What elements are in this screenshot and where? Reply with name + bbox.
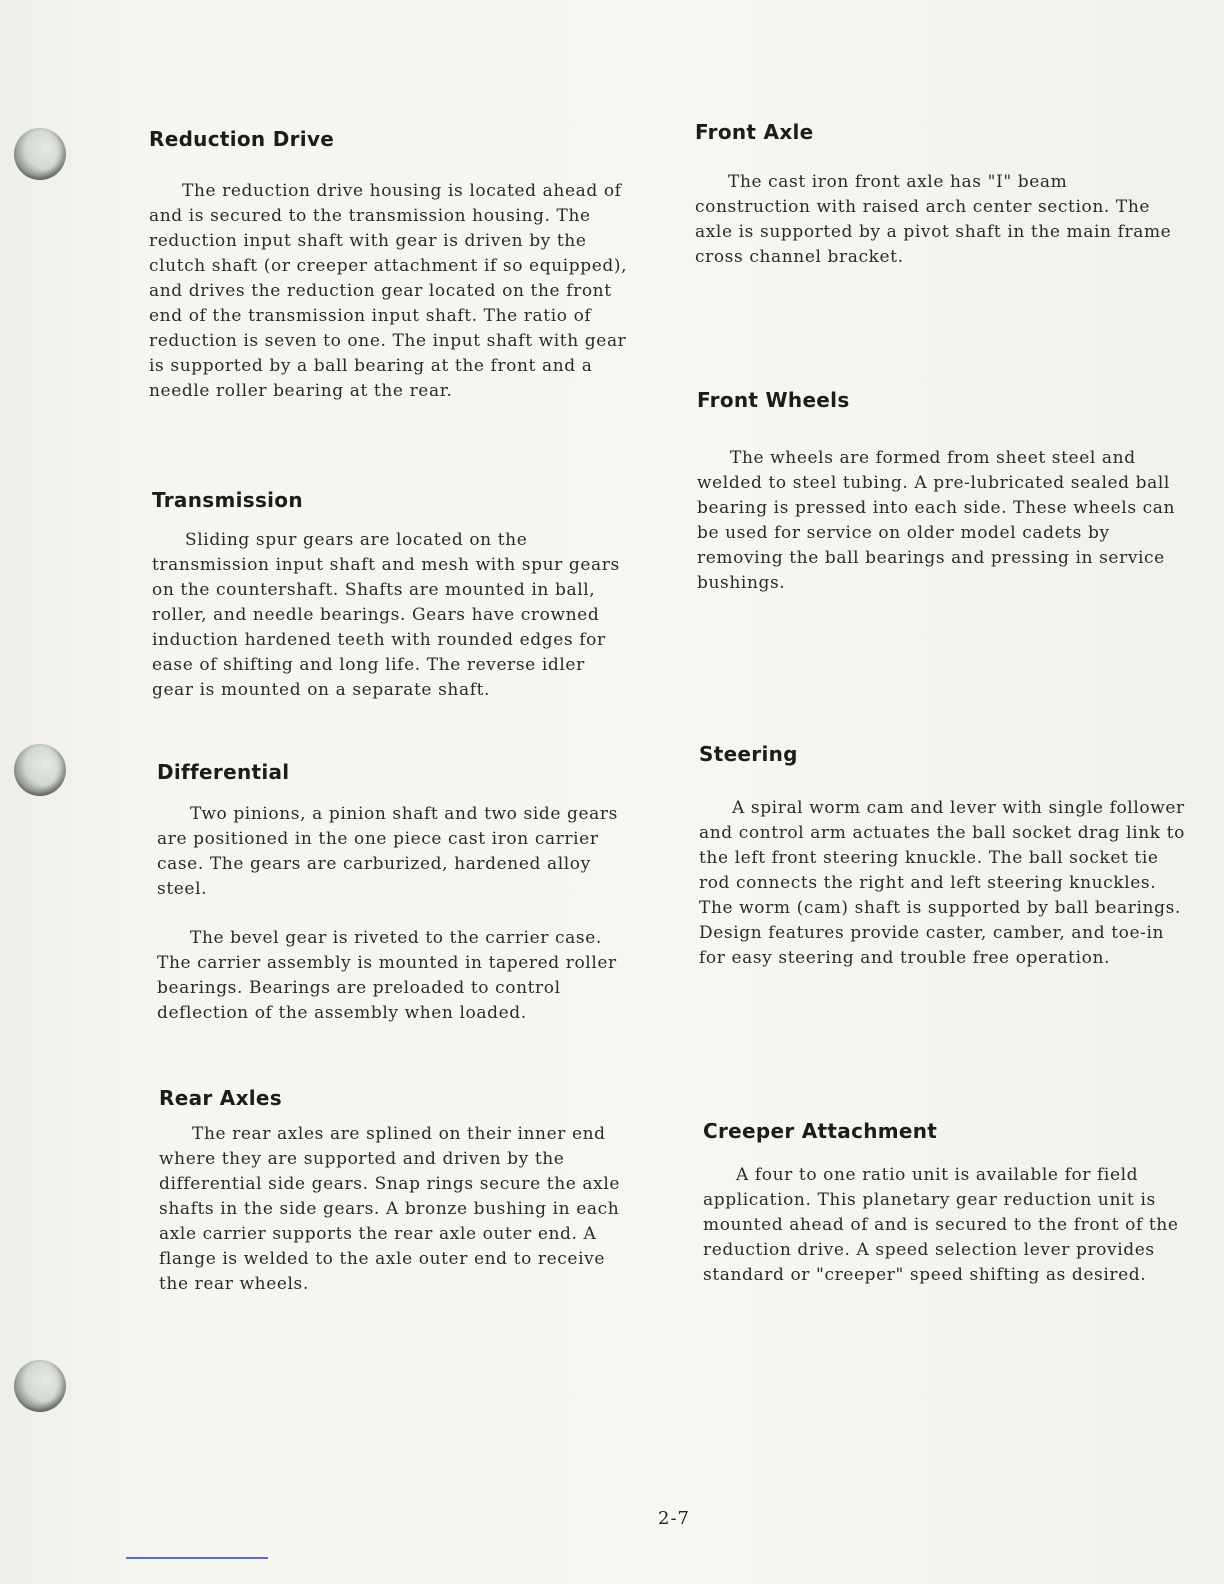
paragraph-transmission: Sliding spur gears are located on the transmission input shaft and mesh with spur gears on the countershaft. Shafts are mounted in ball, roller, and needle bearings. Gears have crowned induction hardened teeth with rounded edges for ease of shifting and long life. The reverse idler gear is mounted on a separate shaft. <box>152 530 620 700</box>
paragraph-front-axle: The cast iron front axle has "I" beam construction with raised arch center section. The axle is supported by a pivot shaft in the main frame cross channel bracket. <box>695 172 1172 267</box>
section-transmission <box>152 488 632 703</box>
paragraph-differential-2: The bevel gear is riveted to the carrier case. The carrier assembly is mounted in tapered roller bearings. Bearings are preloaded to control deflection of the assembly when loaded. <box>157 928 617 1023</box>
section-front-wheels <box>697 388 1183 596</box>
section-differential <box>157 760 633 1026</box>
binder-hole-top <box>14 128 66 180</box>
paragraph-reduction-drive: The reduction drive housing is located ahead of and is secured to the transmission housing. The reduction input shaft with gear is driven by the clutch shaft (or creeper attachment if so equipped), and drives the reduction gear located on the front end of the transmission input shaft. The ratio of reduction is seven to one. The input shaft with gear is supported by a ball bearing at the front and a needle roller bearing at the rear. <box>149 181 628 401</box>
heading-reduction-drive: Reduction Drive <box>149 127 335 151</box>
section-rear-axles <box>159 1086 637 1297</box>
binder-hole-middle <box>14 744 66 796</box>
heading-steering: Steering <box>699 742 798 766</box>
page-number: 2-7 <box>658 1508 690 1529</box>
binder-hole-bottom <box>14 1360 66 1412</box>
heading-rear-axles: Rear Axles <box>159 1086 282 1110</box>
paragraph-differential-1: Two pinions, a pinion shaft and two side gears are positioned in the one piece cast iron carrier case. The gears are carburized, hardened alloy steel. <box>157 804 618 899</box>
section-reduction-drive <box>149 127 639 404</box>
paragraph-creeper-attachment: A four to one ratio unit is available for field application. This planetary gear reduction unit is mounted ahead of and is secured to the front of the reduction drive. A speed selection lever provides standard or "creeper" speed shifting as desired. <box>703 1165 1179 1285</box>
section-steering <box>699 742 1189 971</box>
footer-rule <box>126 1557 268 1559</box>
paragraph-front-wheels: The wheels are formed from sheet steel and welded to steel tubing. A pre-lubricated sealed ball bearing is pressed into each side. These wheels can be used for service on older model cadets by removing the ball bearings and pressing in service bushings. <box>697 448 1176 593</box>
heading-front-axle: Front Axle <box>695 120 814 144</box>
heading-differential: Differential <box>157 760 290 784</box>
paragraph-rear-axles: The rear axles are splined on their inner end where they are supported and driven by the differential side gears. Snap rings secure the axle shafts in the side gears. A bronze bushing in each axle carrier supports the rear axle outer end. A flange is welded to the axle outer end to receive the rear wheels. <box>159 1124 621 1294</box>
section-creeper-attachment <box>703 1119 1187 1288</box>
heading-transmission: Transmission <box>152 488 303 512</box>
section-front-axle <box>695 120 1185 270</box>
heading-front-wheels: Front Wheels <box>697 388 850 412</box>
heading-creeper-attachment: Creeper Attachment <box>703 1119 938 1143</box>
paragraph-steering: A spiral worm cam and lever with single follower and control arm actuates the ball socket drag link to the left front steering knuckle. The ball socket tie rod connects the right and left steering knuckles. The worm (cam) shaft is supported by ball bearings. Design features provide caster, camber, and toe-in for easy steering and trouble free operation. <box>699 798 1185 968</box>
